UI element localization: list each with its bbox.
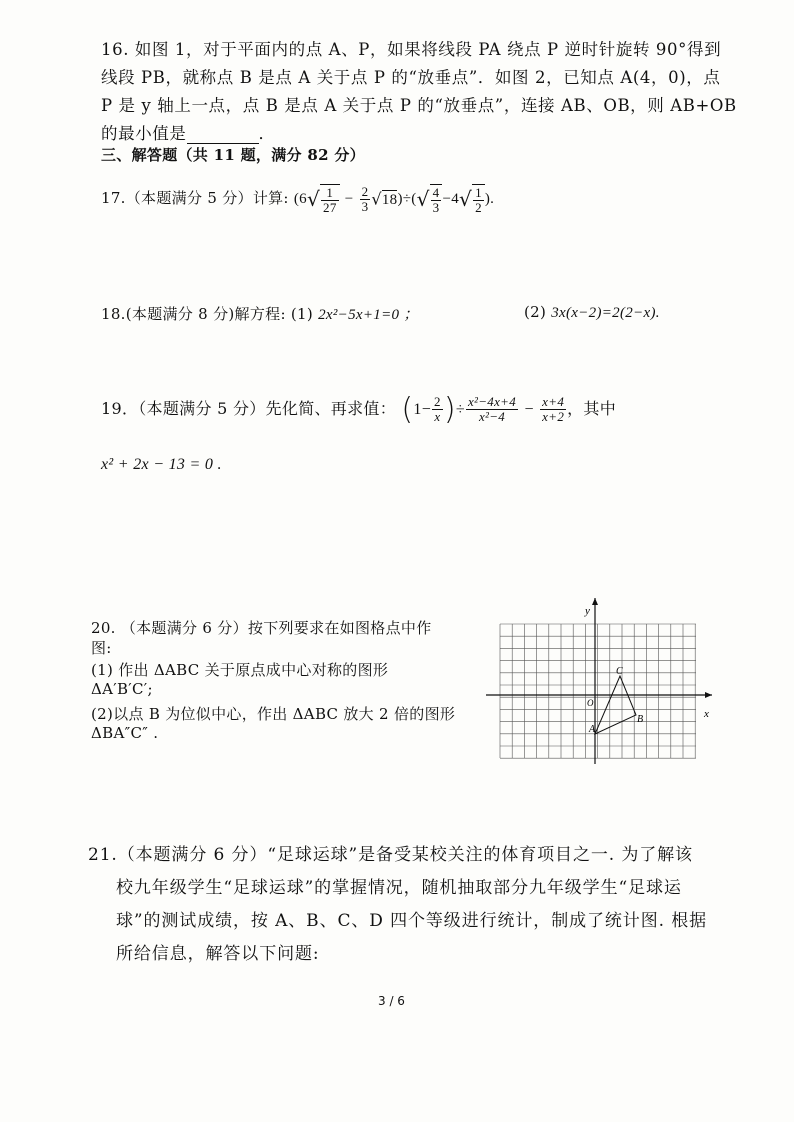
grid-lines bbox=[500, 624, 696, 758]
q18-part2-equation: 3x(x−2)=2(2−x). bbox=[551, 305, 660, 321]
label-c: C bbox=[616, 666, 623, 677]
q17-f2-num: 2 bbox=[361, 184, 369, 199]
q17-f1-den: 27 bbox=[323, 199, 337, 215]
label-b: B bbox=[637, 714, 644, 725]
q19-condition: x² + 2x − 13 = 0 . bbox=[101, 456, 222, 473]
q18-part2-tag: (2) bbox=[524, 303, 547, 321]
q16-line-2: 线段 PB，就称点 B 是点 A 关于点 P 的“放垂点”．如图 2，已知点 A(4，0)，点 bbox=[101, 68, 721, 87]
q17-label: 17.（本题满分 5 分）计算: bbox=[101, 189, 289, 208]
q19-fc-den: x+2 bbox=[542, 409, 565, 424]
q19-fb-den: x²−4 bbox=[478, 409, 506, 424]
q20-line-1: 20. （本题满分 6 分）按下列要求在如图格点中作 bbox=[91, 619, 432, 637]
q18-part1-tag: (1) bbox=[290, 305, 314, 323]
q16-line-4-suffix: ． bbox=[258, 124, 276, 143]
q17-sqrt-3: √ $\frac{4}{3}$ bbox=[417, 184, 443, 214]
q19-div: ÷ bbox=[455, 401, 465, 418]
question-18 bbox=[101, 303, 419, 324]
label-x: x bbox=[704, 708, 709, 720]
q17-f2-den: 3 bbox=[361, 198, 369, 214]
q17-f3-den: 3 bbox=[432, 199, 440, 215]
q17-sqrt-4: √ $\frac{1}{2}$ bbox=[459, 184, 485, 214]
q18-part1-equation: 2x²−5x+1=0 ； bbox=[318, 307, 419, 323]
q18-label: 18.(本题满分 8 分)解方程: bbox=[101, 305, 286, 323]
q16-line-4-prefix: 的最小值是 bbox=[101, 124, 187, 143]
q17-sqrt-18: √18 bbox=[371, 189, 398, 209]
q17-end: ). bbox=[484, 191, 495, 208]
q17-sqrt-1: √ $\frac{1}{27}$ bbox=[307, 184, 340, 214]
q19-fa-den: x bbox=[434, 409, 441, 424]
q20-line-5: (2)以点 B 为位似中心，作出 ΔABC 放大 2 倍的图形 bbox=[91, 705, 456, 723]
q17-minus4: −4 bbox=[442, 191, 460, 208]
q16-line-4 bbox=[101, 120, 276, 144]
q19-label: 19．（本题满分 5 分）先化简、再求值： bbox=[101, 399, 397, 418]
x-axis-arrow bbox=[705, 692, 712, 698]
label-a: A bbox=[589, 724, 596, 735]
q19-minus: − bbox=[524, 401, 534, 418]
q20-line-3: (1) 作出 ΔABC 关于原点成中心对称的图形 bbox=[91, 661, 389, 679]
q19-fb-num: x²−4x+4 bbox=[467, 394, 517, 410]
question-18-part-2 bbox=[524, 303, 660, 322]
q17-open: (6 bbox=[293, 191, 307, 208]
q16-line-3: P 是 y 轴上一点，点 B 是点 A 关于点 P 的“放垂点”，连接 AB、OB，则 AB+OB bbox=[101, 96, 737, 115]
q20-grid-figure bbox=[486, 598, 714, 766]
label-y: y bbox=[585, 605, 590, 617]
q17-r18: 18 bbox=[381, 191, 398, 208]
q17-f4-num: 1 bbox=[475, 185, 482, 200]
q19-one-minus: 1− bbox=[413, 401, 432, 418]
y-axis-arrow bbox=[592, 598, 598, 605]
q19-tail: ，其中 bbox=[567, 399, 617, 418]
q17-close-div: )÷( bbox=[397, 191, 417, 208]
q17-f4-den: 2 bbox=[475, 199, 482, 215]
q16-line-1: 16. 如图 1，对于平面内的点 A、P，如果将线段 PA 绕点 P 逆时针旋转 90°得到 bbox=[101, 40, 722, 59]
label-origin: O bbox=[587, 698, 594, 708]
q21-line-3: 球”的测试成绩，按 A、B、C、D 四个等级进行统计，制成了统计图. 根据 bbox=[116, 911, 708, 931]
q20-line-6: ΔBA″C″ . bbox=[91, 724, 159, 742]
q17-f3-num: 4 bbox=[432, 185, 440, 200]
q21-line-4: 所给信息，解答以下问题: bbox=[116, 944, 320, 964]
q20-line-4: ΔA′B′C′; bbox=[91, 680, 153, 698]
q17-f1-num: 1 bbox=[321, 186, 339, 201]
q20-line-2: 图: bbox=[91, 639, 112, 657]
q19-fc-num: x+4 bbox=[542, 394, 565, 410]
q19-fa-num: 2 bbox=[434, 394, 441, 410]
q21-line-2: 校九年级学生“足球运球”的掌握情况，随机抽取部分九年级学生“足球运 bbox=[116, 878, 682, 898]
answer-blank[interactable] bbox=[187, 129, 259, 144]
q21-line-1: 21.（本题满分 6 分）“足球运球”是备受某校关注的体育项目之一. 为了解该 bbox=[88, 845, 693, 865]
q17-minus: − bbox=[344, 191, 354, 208]
question-17 bbox=[101, 184, 494, 214]
page-number: 3 / 6 bbox=[378, 994, 405, 1008]
question-19: 19．（本题满分 5 分）先化简、再求值： (1− $\frac{2}{x}$ )÷ $\frac{\text{x²−4x+4}}{\text{x²−4}}$ − $\frac{x+4}{x+2}$ ，其中 bbox=[101, 392, 617, 427]
section-3-title: 三、解答题（共 11 题，满分 82 分） bbox=[101, 146, 365, 164]
